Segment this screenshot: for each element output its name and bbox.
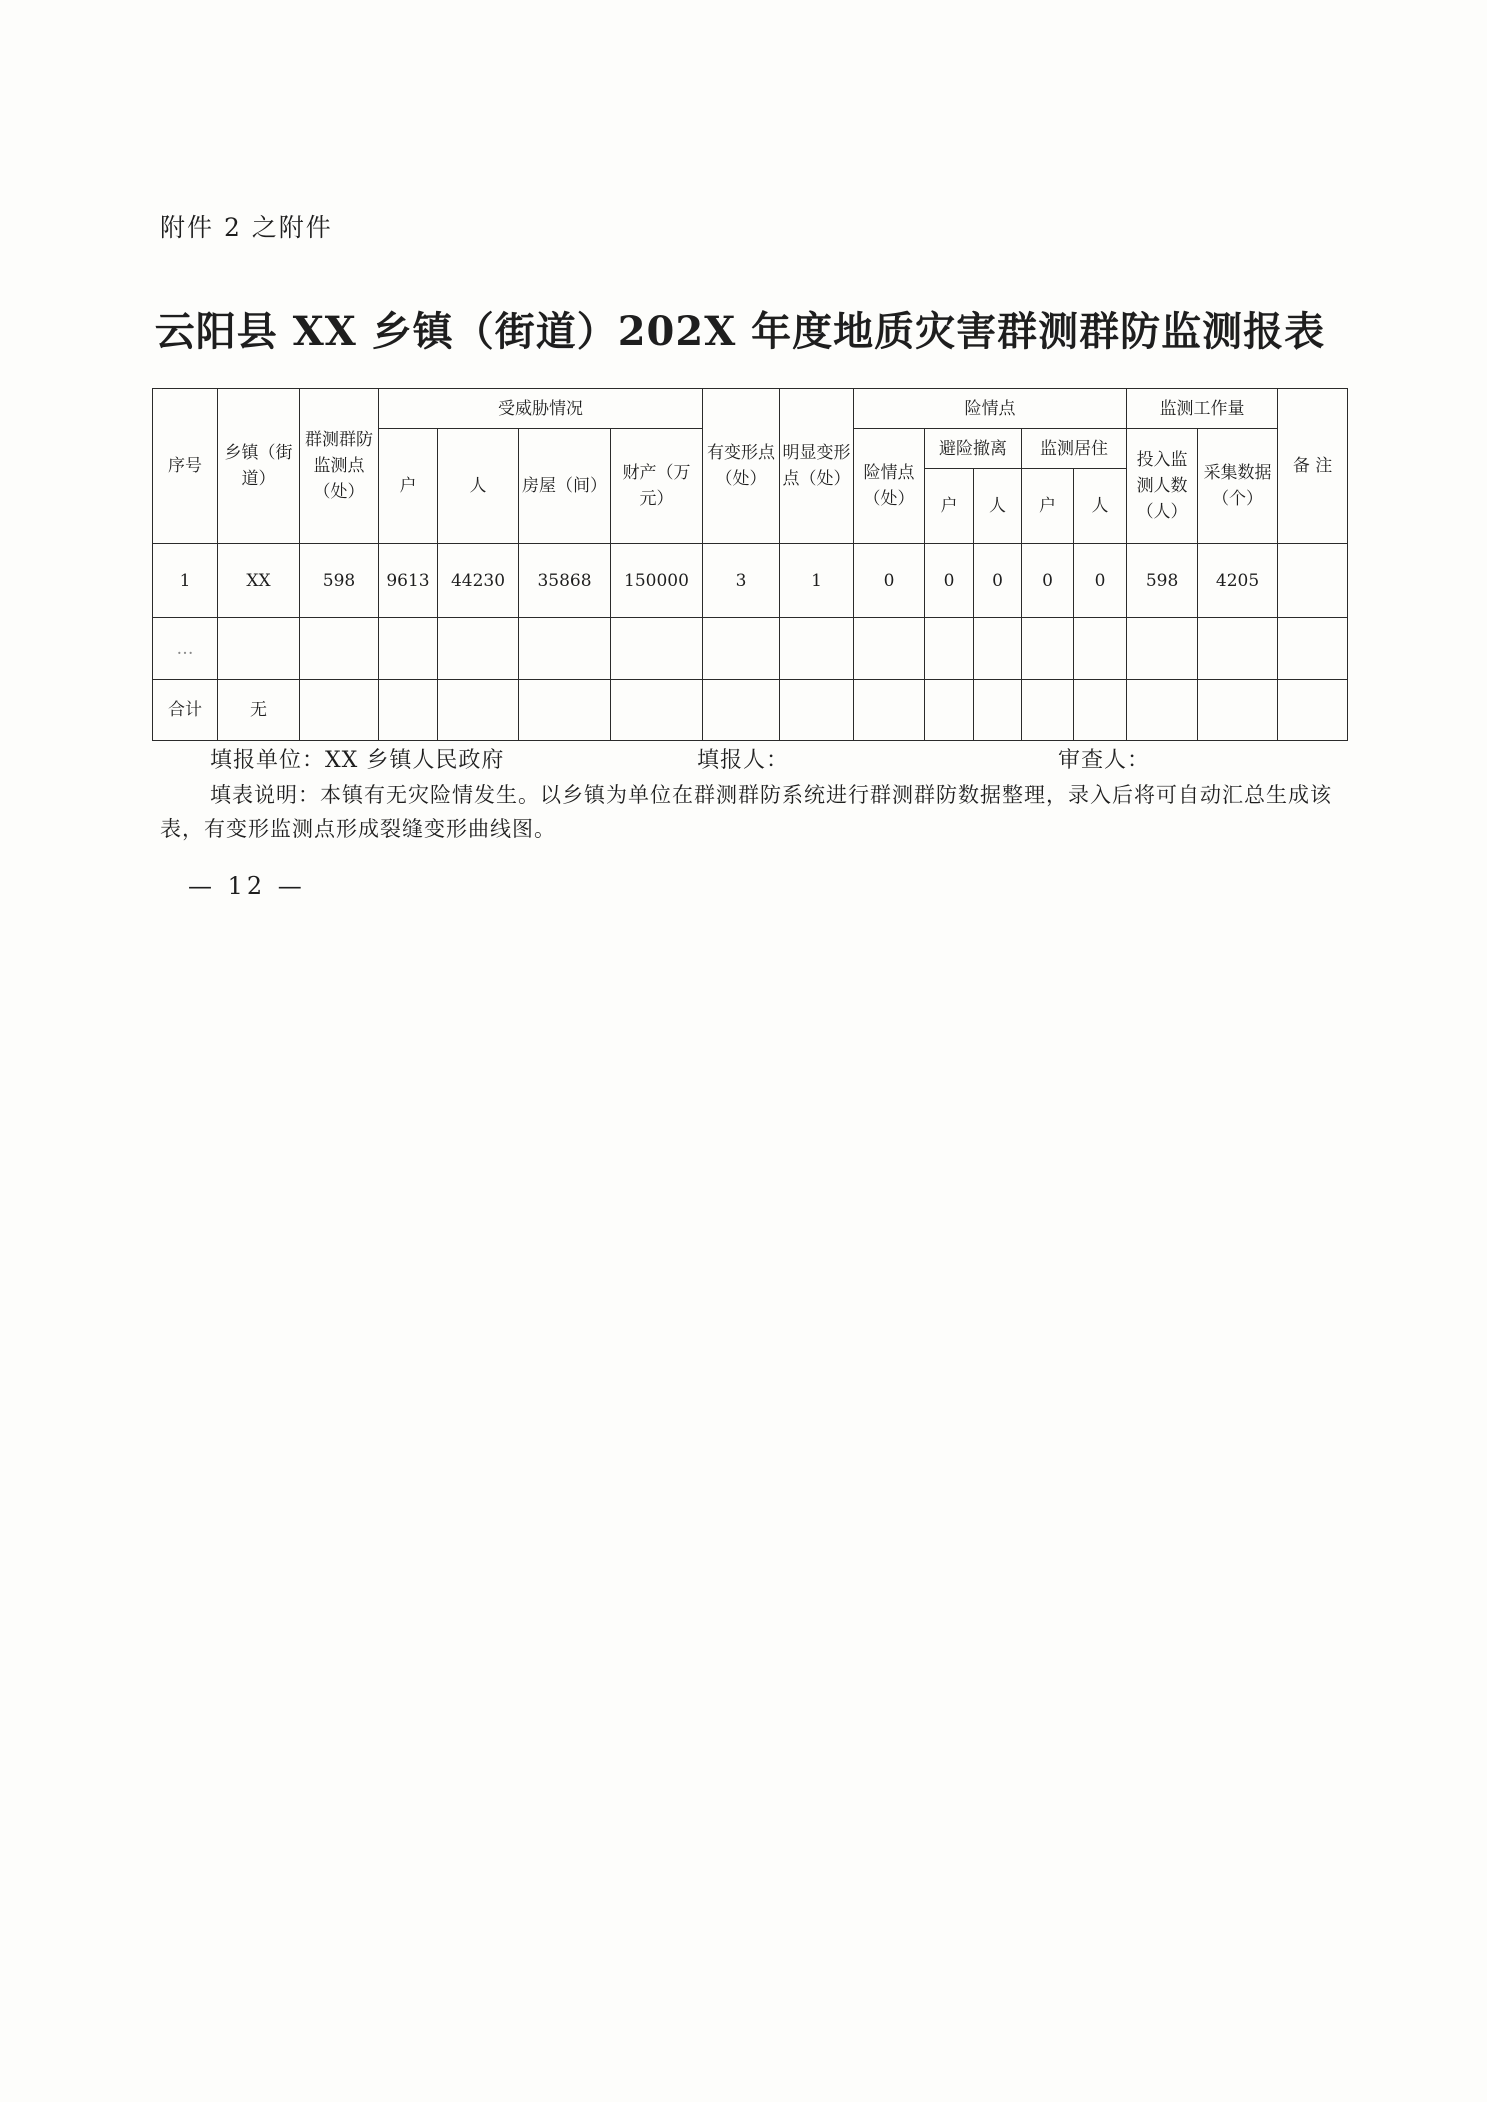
header-live-households: 户 [1022, 469, 1074, 544]
cell-danger-points: 0 [854, 544, 925, 618]
cell-deform-points: 3 [703, 544, 780, 618]
header-threat-households: 户 [379, 429, 438, 544]
header-evac-households: 户 [925, 469, 974, 544]
table-row [153, 618, 1348, 680]
header-threat-people: 人 [438, 429, 519, 544]
footer-filler: 填报人： [697, 748, 790, 773]
cell-threat-houses: 35868 [519, 544, 611, 618]
cell-total-label: 合计 [153, 680, 218, 741]
page-number: — 12 — [188, 872, 306, 900]
cell-remark [1278, 544, 1348, 618]
header-staff: 投入监测人数（人） [1127, 429, 1198, 544]
header-records: 采集数据（个） [1198, 429, 1278, 544]
cell-staff: 598 [1127, 544, 1198, 618]
cell-threat-households: 9613 [379, 544, 438, 618]
header-points: 群测群防监测点（处） [300, 389, 379, 544]
report-title: 云阳县 XX 乡镇（街道）202X 年度地质灾害群测群防监测报表 [154, 308, 1326, 355]
header-live-people: 人 [1074, 469, 1127, 544]
header-remark: 备 注 [1278, 389, 1348, 544]
header-threat: 受威胁情况 [379, 389, 703, 429]
header-deform-points: 有变形点（处） [703, 389, 780, 544]
cell-threat-people: 44230 [438, 544, 519, 618]
cell-obvious-points: 1 [780, 544, 854, 618]
attachment-label: 附件 2 之附件 [160, 213, 333, 242]
table-row-total [153, 680, 1348, 741]
cell-town: XX [218, 544, 300, 618]
cell-evac-people: 0 [974, 544, 1022, 618]
report-table [152, 388, 1348, 741]
header-obvious-points: 明显变形点（处） [780, 389, 854, 544]
cell-records: 4205 [1198, 544, 1278, 618]
header-workload: 监测工作量 [1127, 389, 1278, 429]
cell-live-households: 0 [1022, 544, 1074, 618]
cell-seq: 1 [153, 544, 218, 618]
header-evac-people: 人 [974, 469, 1022, 544]
header-town: 乡镇（街道） [218, 389, 300, 544]
header-danger-points: 险情点（处） [854, 429, 925, 544]
footer-line [210, 743, 1151, 774]
cell-live-people: 0 [1074, 544, 1127, 618]
fill-instructions: 填表说明：本镇有无灾险情发生。以乡镇为单位在群测群防系统进行群测群防数据整理，录入后将可自动汇总生成该表，有变形监测点形成裂缝变形曲线图。 [160, 783, 1332, 841]
table-row [153, 544, 1348, 618]
header-threat-property: 财产（万元） [611, 429, 703, 544]
cell-threat-property: 150000 [611, 544, 703, 618]
footer-reviewer: 审查人： [1058, 748, 1151, 773]
cell-evac-households: 0 [925, 544, 974, 618]
cell-points: 598 [300, 544, 379, 618]
header-evacuate: 避险撤离 [925, 429, 1022, 469]
header-monitor-live: 监测居住 [1022, 429, 1127, 469]
cell-total-town: 无 [218, 680, 300, 741]
header-seq: 序号 [153, 389, 218, 544]
header-danger: 险情点 [854, 389, 1127, 429]
footer-unit: 填报单位：XX 乡镇人民政府 [210, 748, 505, 773]
cell-seq: … [153, 618, 218, 680]
header-threat-houses: 房屋（间） [519, 429, 611, 544]
